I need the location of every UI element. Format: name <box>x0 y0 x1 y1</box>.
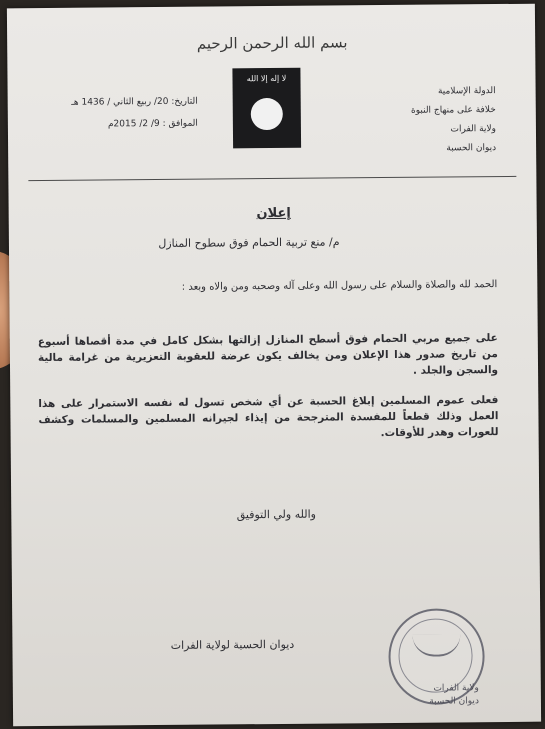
issuer-header <box>366 82 497 159</box>
greeting-line: الحمد لله والصلاة والسلام على رسول الله وعلى آله وصحبه ومن والاه وبعد : <box>181 279 498 293</box>
document-subject: م/ منع تربية الحمام فوق سطوح المنازل <box>158 235 340 251</box>
date-header <box>48 91 198 136</box>
issuer-line: الدولة الإسلامية <box>437 86 496 97</box>
basmala: بسم الله الرحمن الرحيم <box>196 33 348 53</box>
issuer-line: ولاية الفرات <box>450 124 496 135</box>
hijri-date: التاريخ: 20/ ربيع الثاني / 1436 هـ <box>71 96 198 108</box>
signature-line: ديوان الحسبة لولاية الفرات <box>170 637 295 652</box>
body-paragraph: فعلى عموم المسلمين إبلاغ الحسبة عن أي شخص تسول له نفسه الاستمرار على هذا العمل وذلك قطعاً للمفسدة المترجحة من إيذاء لجيرانه المسلمين والمسلمات وكشف للعورات وهدر للأوقات. <box>38 394 499 440</box>
flag-emblem <box>232 68 301 149</box>
stamp-caption-line: ديوان الحسبة <box>429 696 479 707</box>
stamp-caption <box>369 682 479 709</box>
issuer-line: خلافة على منهاج النبوة <box>410 105 496 116</box>
stamp-caption-line: ولاية الفرات <box>433 683 479 694</box>
issuer-line: ديوان الحسبة <box>446 143 497 154</box>
body-paragraph: على جميع مربي الحمام فوق أسطح المنازل إزالتها بشكل كامل في مدة أقصاها أسبوع من تاريخ صدور هذا الإعلان ومن يخالف يكون عرضة للعقوبة التعزيرية من غرامة مالية والسجن والجلد . <box>37 332 499 377</box>
seal-circle-icon <box>251 98 283 130</box>
emblem-text: لا إله إلا الله <box>246 73 287 84</box>
document-title: إعلان <box>256 205 291 222</box>
header-divider <box>28 176 516 181</box>
closing-line: والله ولي التوفيق <box>236 507 316 522</box>
document-page <box>7 4 541 727</box>
gregorian-date: الموافق : 9/ 2/ 2015م <box>107 118 198 130</box>
